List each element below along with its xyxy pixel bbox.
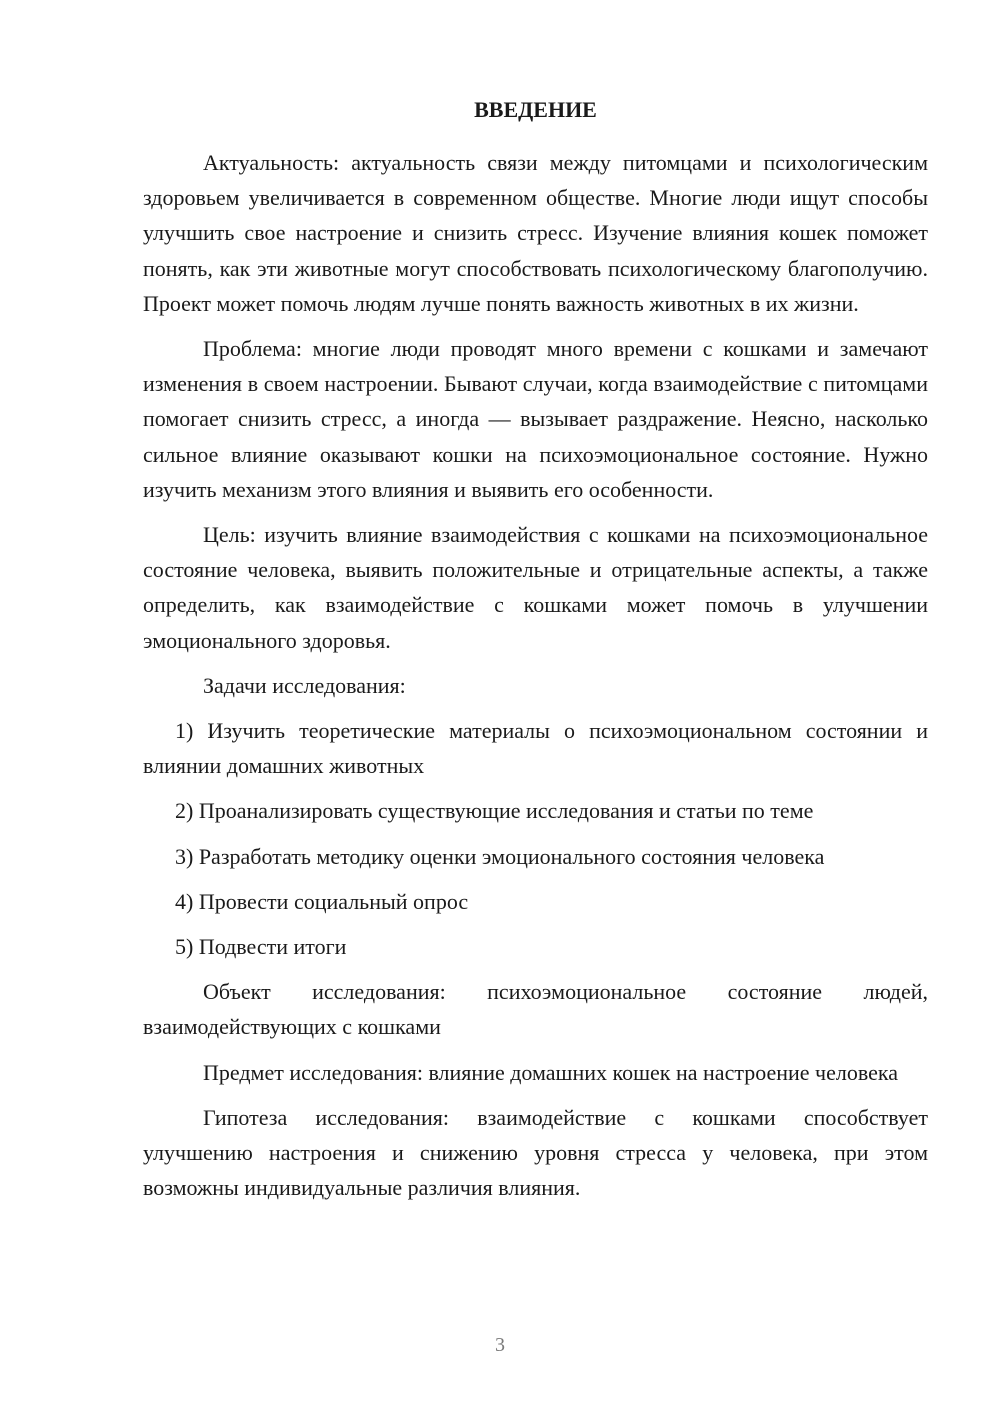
- document-page: [143, 95, 928, 1215]
- paragraph-goal: Цель: изучить влияние взаимодействия с кошками на психоэмоциональное состояние человека, выявить положительные и отрицательные аспекты, а также определить, как взаимодействие с кошками может помочь в улучшении эмоционального здоровья.: [143, 522, 928, 653]
- tasks-heading: Задачи исследования:: [203, 672, 406, 698]
- paragraph-hypothesis: Гипотеза исследования: взаимодействие с кошками способствует улучшению настроения и снижению уровня стресса у человека, при этом возможны индивидуальные различия влияния.: [143, 1104, 928, 1201]
- task-item-2: 2) Проанализировать существующие исследования и статьи по теме: [175, 798, 814, 824]
- paragraph-subject: Предмет исследования: влияние домашних кошек на настроение человека: [203, 1059, 899, 1085]
- task-item-1: 1) Изучить теоретические материалы о психоэмоциональном состоянии и влиянии домашних животных: [143, 718, 928, 779]
- task-item-3: 3) Разработать методику оценки эмоционального состояния человека: [175, 843, 825, 869]
- task-item-4: 4) Провести социальный опрос: [175, 888, 469, 914]
- task-item-5: 5) Подвести итоги: [175, 934, 347, 960]
- page-number: 3: [495, 1334, 505, 1356]
- paragraph-relevance: Актуальность: актуальность связи между питомцами и психологическим здоровьем увеличивается в современном обществе. Многие люди ищут способы улучшить свое настроение и снизить стресс. Изучение влияния кошек поможет понять, как эти животные могут способствовать психологическому благополучию. Проект может помочь людям лучше понять важность животных в их жизни.: [143, 150, 928, 316]
- section-heading: ВВЕДЕНИЕ: [474, 97, 597, 122]
- paragraph-problem: Проблема: многие люди проводят много времени с кошками и замечают изменения в своем настроении. Бывают случаи, когда взаимодействие с питомцами помогает снизить стресс, а иногда — вызывает раздражение. Неясно, насколько сильное влияние оказывают кошки на психоэмоциональное состояние. Нужно изучить механизм этого влияния и выявить его особенности.: [143, 336, 928, 502]
- paragraph-object: Объект исследования: психоэмоциональное состояние людей, взаимодействующих с кошками: [143, 979, 928, 1040]
